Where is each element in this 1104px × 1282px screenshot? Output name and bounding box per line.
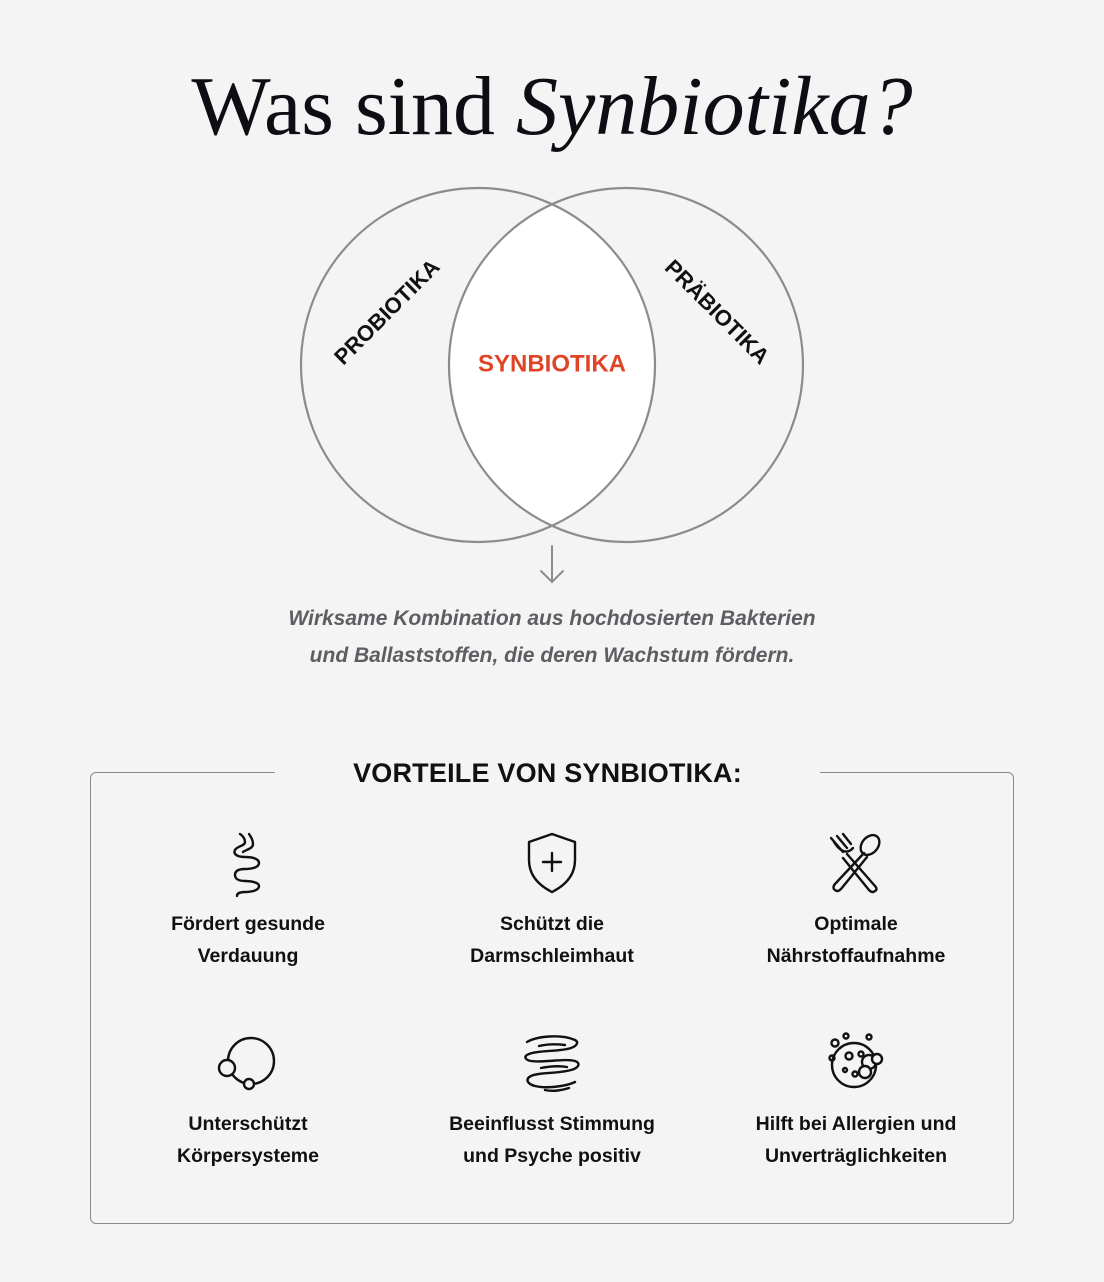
benefit-label: Optimale	[814, 913, 898, 935]
benefit-label: Unterschützt	[188, 1113, 308, 1135]
benefit-label: Verdauung	[197, 945, 299, 967]
intestine-icon	[213, 828, 283, 898]
description-line-1: Wirksame Kombination aus hochdosierten Bakterien	[288, 607, 816, 630]
benefit-label: und Psyche positiv	[463, 1145, 641, 1167]
benefit-label: Hilft bei Allergien und	[755, 1113, 957, 1135]
benefit-label: Beeinflusst Stimmung	[449, 1113, 655, 1135]
fork-spoon-icon	[821, 828, 891, 898]
synbiotika-description	[0, 600, 1104, 674]
venn-label-praebiotika: PRÄBIOTIKA	[659, 254, 775, 370]
benefit-label: Körpersysteme	[177, 1145, 319, 1167]
benefit-label: Fördert gesunde	[171, 913, 325, 935]
benefit-label: Schützt die	[499, 913, 604, 935]
venn-label-synbiotika: SYNBIOTIKA	[477, 350, 627, 378]
venn-label-probiotika: PROBIOTIKA	[329, 254, 445, 370]
benefit-item	[402, 828, 702, 972]
benefit-item	[98, 1028, 398, 1172]
description-line-2: und Ballaststoffen, die deren Wachstum fördern.	[309, 644, 795, 667]
shield-plus-icon	[517, 828, 587, 898]
benefits-heading: VORTEILE VON SYNBIOTIKA:	[275, 754, 820, 792]
circles-icon	[213, 1028, 283, 1098]
brain-swirl-icon	[517, 1028, 587, 1098]
venn-diagram	[0, 0, 1104, 600]
benefit-item	[706, 828, 1006, 972]
benefit-label: Unverträglichkeiten	[764, 1145, 948, 1167]
page-title-italic: Synbiotika?	[515, 60, 913, 153]
cell-bubbles-icon	[821, 1028, 891, 1098]
page-title-plain: Was sind	[191, 60, 516, 153]
benefit-item	[402, 1028, 702, 1172]
benefit-item	[98, 828, 398, 972]
benefit-label: Nährstoffaufnahme	[766, 945, 946, 967]
arrow-down-icon	[541, 546, 563, 582]
benefit-label: Darmschleimhaut	[470, 945, 634, 967]
benefit-item	[706, 1028, 1006, 1172]
